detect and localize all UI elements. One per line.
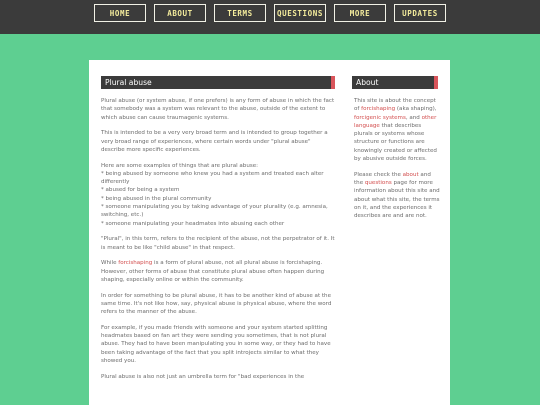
example-item: * abused for being a system <box>101 187 180 194</box>
example-item: * being abused by someone who knew you had a system and treated each alter differently <box>101 170 324 186</box>
text-fragment: This site is about the concept of <box>354 98 436 113</box>
paragraph-forcishaping <box>101 259 335 284</box>
sidebar-section-header <box>352 76 438 89</box>
paragraph-examples <box>101 162 335 228</box>
sidebar-about <box>354 97 440 228</box>
example-item: * someone manipulating you by taking advantage of your plurality (e.g. amnesia, switching, etc.) <box>101 204 328 219</box>
sidebar-paragraph-concept <box>354 97 440 163</box>
nav-questions[interactable]: QUESTIONS <box>274 4 326 22</box>
paragraph-example: For example, if you made friends with someone and your system started splitting headmates based on fan art they were sending you sometimes, that is not plural abuse. They had to have been manipulating you in some way, or they had to have been taking advantage of the fact that you split introjects similar to what they showed you. <box>101 324 331 365</box>
paragraph-requirement: In order for something to be plural abuse, it has to be another kind of abuse at the same time. It's not like how, say, physical abuse is physical abuse, where the word refers to the manner of the abuse. <box>101 292 332 316</box>
questions-link[interactable]: questions <box>364 180 392 187</box>
other-language-link[interactable]: other language <box>354 114 437 129</box>
content-card <box>89 60 450 405</box>
text-fragment: While <box>101 260 119 267</box>
sidebar-paragraph-info <box>354 171 440 221</box>
nav-home[interactable]: HOME <box>94 4 146 22</box>
examples-intro: Here are some examples of things that are plural abuse: <box>101 162 259 169</box>
text-fragment: Please check the <box>354 171 403 178</box>
nav-more[interactable]: MORE <box>334 4 386 22</box>
text-fragment: , and <box>405 114 422 121</box>
sidebar-title: About <box>356 78 379 87</box>
about-link[interactable]: about <box>402 171 419 178</box>
nav-about[interactable]: ABOUT <box>154 4 206 22</box>
text-fragment: (aka shaping), <box>395 106 437 113</box>
paragraph-plural-meaning: "Plural", in this term, refers to the recipient of the abuse, not the perpetrator of it. It is meant to be like "child abuse" in that respect. <box>101 236 335 251</box>
paragraph-umbrella: Plural abuse is also not just an umbrella term for "bad experiences in the <box>101 373 305 380</box>
forcishaping-link[interactable]: forcishaping <box>118 260 153 267</box>
nav-updates[interactable]: UPDATES <box>394 4 446 22</box>
paragraph-definition: Plural abuse (or system abuse, if one prefers) is any form of abuse in which the fact that somebody was a system was relevant to the abuse, outside of the extent to which abuse can cause traumagenic systems. <box>101 98 335 121</box>
text-fragment: is a form of plural abuse, not all plural abuse is forcishaping. However, other forms of abuse that constitute plural abuse often happen during shaping, especially online or within the community. <box>101 260 325 283</box>
main-article <box>101 97 335 388</box>
main-section-header <box>101 76 335 89</box>
top-navigation-bar <box>0 0 540 34</box>
example-item: * someone manipulating your headmates into abusing each other <box>101 220 285 227</box>
nav-terms[interactable]: TERMS <box>214 4 266 22</box>
example-item: * being abused in the plural community <box>101 195 212 202</box>
page-title: Plural abuse <box>105 78 152 87</box>
text-fragment: and the <box>354 171 431 187</box>
forcishaping-link[interactable]: forcishaping <box>361 106 396 113</box>
text-fragment: that describes plurals or systems whose structure or functions are knowingly created or affected by abusive outside forces. <box>354 122 437 163</box>
paragraph-scope: This is intended to be a very very broad term and is intended to group together a very broad range of experiences, where certain words under "plural abuse" describe more specific experiences. <box>101 130 328 153</box>
text-fragment: page for more information about this site and about what this site, the terms on it, and the experiences it describes are and are not. <box>354 180 440 220</box>
forcigenic-systems-link[interactable]: forcigenic systems <box>354 114 406 121</box>
